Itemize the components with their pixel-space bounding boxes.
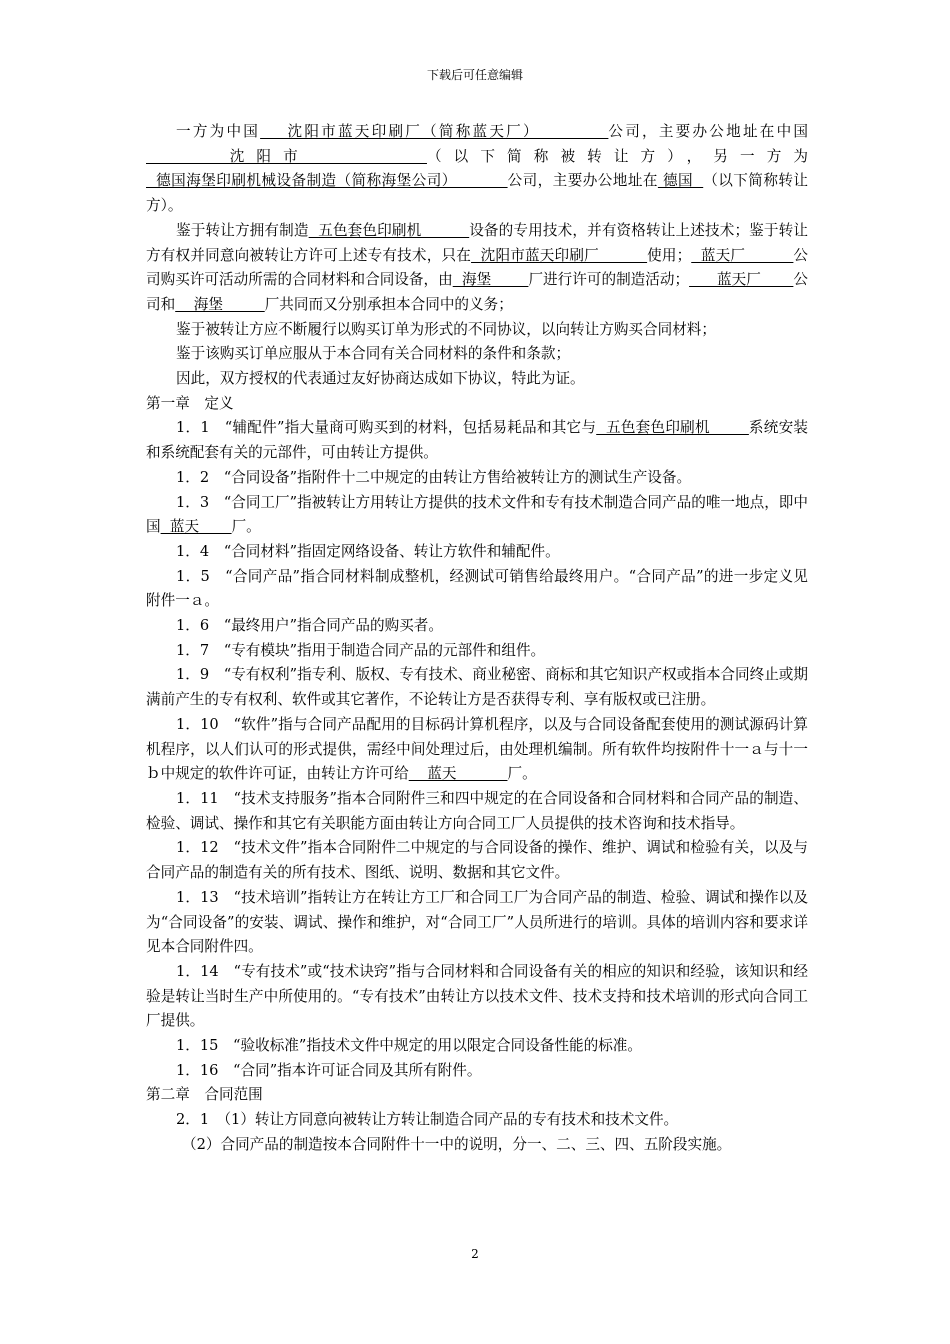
filled-blank: 德国 [657,172,704,190]
text-run: 公司购买许可活动所需的合同材料和合同设备，由 [146,246,808,289]
text-run: 公司，主要办公地址在中国 [608,123,808,140]
filled-blank: 海堡 [175,295,265,313]
filled-blank: 海堡 [452,271,529,289]
text-run: 厂。 [231,518,261,536]
clause-1-10 [146,713,808,787]
clause-1-9: 1．9 “专有权利”指专利、版权、专有技术、商业秘密、商标和其它知识产权或指本合同终止或期满前产生的专有权利、软件或其它著作，不论转让方是否获得专利、享有版权或已注册。 [146,666,808,709]
chapter-1-heading: 第一章 定义 [146,394,234,412]
clause-1-2: 1．2 “合同设备”指附件十二中规定的由转让方售给被转让方的测试生产设备。 [176,468,692,486]
text-run: 设备的专用技术，并有资格转让上述技术；鉴于转让方有权并同意向被转让方许可上述专有技术，只在 [146,221,808,264]
page-header: 下载后可任意编辑 [426,68,523,82]
text-run: （以下简称被转让方），另一方为 [426,147,808,165]
filled-blank: 沈阳市蓝天印刷厂（简称蓝天厂） [260,123,609,140]
text-run: 使用； [647,246,692,264]
intro-paragraph-agreement: 因此，双方授权的代表通过友好协商达成如下协议，特此为证。 [176,370,585,388]
text-run: 1．10 “软件”指与合同产品配用的目标码计算机程序，以及与合同设备配套使用的测试源码计算机程序，以人们认可的形式提供，需经中间处理过后，由处理机编制。所有软件均按附件十一ａ与十一ｂ中规定的软件许可证，由转让方许可给 [146,715,808,783]
text-run: 公司和 [146,271,808,313]
text-run: 1．3 “合同工厂”指被转让方用转让方提供的技术文件和专有技术制造合同产品的唯一地点，即中国 [146,493,808,536]
document-body [146,120,808,1158]
filled-blank: 蓝天厂 [689,271,794,289]
clause-2-1-part-1: 2．1 （1）转让方同意向被转让方转让制造合同产品的专有技术和技术文件。 [176,1111,679,1129]
clause-1-12: 1．12 “技术文件”指本合同附件二中规定的与合同设备的操作、维护、调试和检验有关，以及与合同产品的制造有关的所有技术、图纸、说明、数据和其它文件。 [146,839,808,882]
clause-1-13: 1．13 “技术培训”指转让方在转让方工厂和合同工厂为合同产品的制造、检验、调试和操作以及为“合同设备”的安装、调试、操作和维护，对“合同工厂”人员所进行的培训。具体的培训内容和要求详见本合同附件四。 [146,888,808,956]
text-run: 一方为中国 [176,123,261,140]
clause-1-5: 1．5 “合同产品”指合同材料制成整机，经测试可销售给最终用户。“合同产品”的进一步定义见附件一ａ。 [146,567,808,610]
clause-1-4: 1．4 “合同材料”指固定网络设备、转让方软件和辅配件。 [176,542,560,560]
intro-paragraph-parties [146,120,808,219]
filled-blank: 五色套色印刷机 [596,419,749,437]
clause-2-1-part-2: （2）合同产品的制造按本合同附件十一中的说明，分一、二、三、四、五阶段实施。 [182,1135,732,1153]
intro-paragraph-whereas-technology [146,219,808,318]
text-run: 厂共同而又分别承担本合同中的义务； [264,295,513,313]
text-run: （以下简称转让方）。 [146,172,808,215]
filled-blank: 蓝天厂 [691,246,794,264]
text-run: 厂进行许可的制造活动； [528,271,690,289]
text-run: 厂。 [507,765,537,783]
text-run: 1．1 “辅配件”指大量商可购买到的材料，包括易耗品和其它与 [176,419,597,437]
clause-1-7: 1．7 “专有模块”指用于制造合同产品的元部件和组件。 [176,641,546,659]
filled-blank: 德国海堡印刷机械设备制造（简称海堡公司） [146,172,508,190]
text-run: 鉴于转让方拥有制造 [176,221,309,239]
clause-1-11: 1．11 “技术支持服务”指本合同附件三和四中规定的在合同设备和合同材料和合同产品的制造、检验、调试、操作和其它有关职能方面由转让方向合同工厂人员提供的技术咨询和技术指导。 [146,789,808,832]
clause-1-15: 1．15 “验收标准”指技术文件中规定的用以限定合同设备性能的标准。 [176,1037,642,1055]
filled-blank: 蓝天 [408,765,508,783]
page-number: 2 [471,1247,479,1261]
filled-blank: 蓝天 [160,518,232,536]
intro-paragraph-whereas-orders: 鉴于被转让方应不断履行以购买订单为形式的不同协议，以向转让方购买合同材料； [176,320,716,338]
clause-1-3 [146,491,808,540]
clause-1-16: 1．16 “合同”指本许可证合同及其所有附件。 [176,1061,482,1079]
intro-paragraph-whereas-terms: 鉴于该购买订单应服从于本合同有关合同材料的条件和条款； [176,345,571,363]
clause-1-6: 1．6 “最终用户”指合同产品的购买者。 [176,617,443,635]
filled-blank: 五色套色印刷机 [308,221,470,239]
filled-blank: 沈阳市 [146,147,427,165]
filled-blank: 沈阳市蓝天印刷厂 [471,246,648,264]
text-run: 公司，主要办公地址在 [507,172,658,190]
clause-1-1 [146,416,808,465]
text-run: 系统安装和系统配套有关的元部件，可由转让方提供。 [146,419,808,462]
clause-1-14: 1．14 “专有技术”或“技术诀窍”指与合同材料和合同设备有关的相应的知识和经验，该知识和经验是转让当时生产中所使用的。“专有技术”由转让方以技术文件、技术支持和技术培训的形式向合同工厂提供。 [146,962,808,1030]
chapter-2-heading: 第二章 合同范围 [146,1086,263,1104]
